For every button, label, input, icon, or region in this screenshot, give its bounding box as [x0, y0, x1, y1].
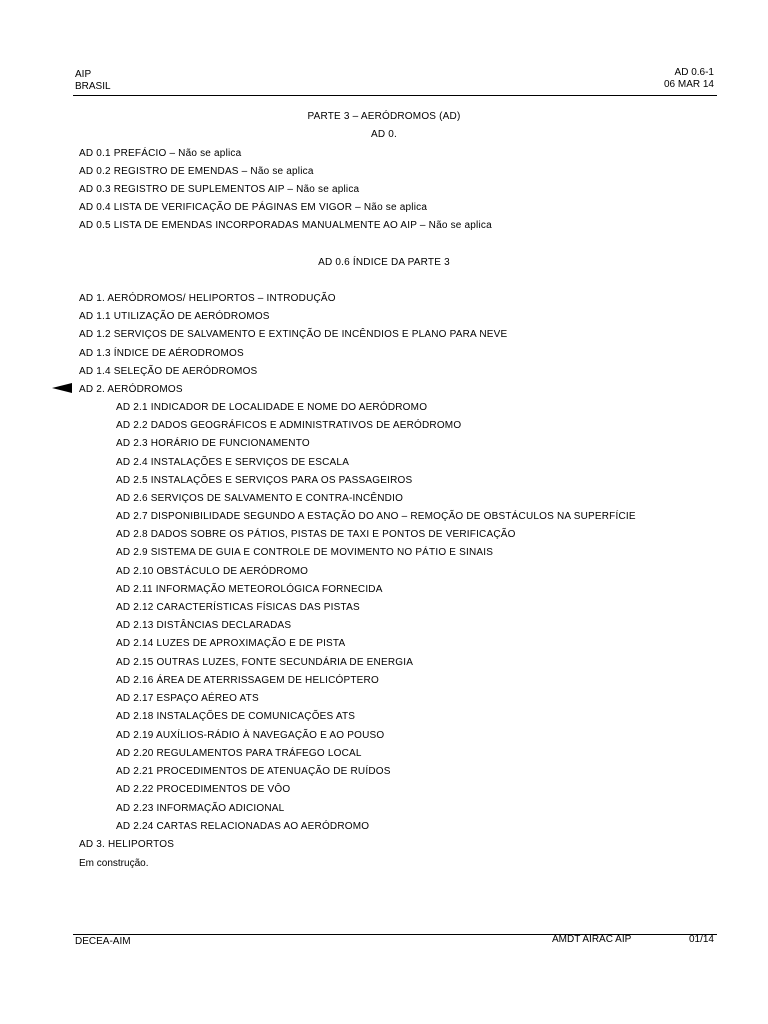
- ad0-item-3: AD 0.3 REGISTRO DE SUPLEMENTOS AIP – Não se aplica: [79, 184, 360, 195]
- ad1-4-item: AD 1.4 SELEÇÃO DE AERÓDROMOS: [79, 366, 258, 377]
- ad2-sub-item-2: AD 2.2 DADOS GEOGRÁFICOS E ADMINISTRATIVOS DE AERÓDROMO: [116, 420, 462, 431]
- ad2-sub-item-23: AD 2.23 INFORMAÇÃO ADICIONAL: [116, 803, 285, 814]
- ad2-sub-item-13: AD 2.13 DISTÂNCIAS DECLARADAS: [116, 620, 292, 631]
- ad2-sub-item-24: AD 2.24 CARTAS RELACIONADAS AO AERÓDROMO: [116, 821, 370, 832]
- ad1-1-item: AD 1.1 UTILIZAÇÃO DE AERÓDROMOS: [79, 311, 270, 322]
- ad2-sub-item-8: AD 2.8 DADOS SOBRE OS PÁTIOS, PISTAS DE TAXI E PONTOS DE VERIFICAÇÃO: [116, 529, 516, 540]
- header-rule: [73, 95, 717, 96]
- ad2-sub-item-7: AD 2.7 DISPONIBILIDADE SEGUNDO A ESTAÇÃO DO ANO – REMOÇÃO DE OBSTÁCULOS NA SUPERFÍCIE: [116, 511, 636, 522]
- ad2-sub-item-3: AD 2.3 HORÁRIO DE FUNCIONAMENTO: [116, 438, 310, 449]
- footer-amendment-number: 01/14: [688, 934, 714, 945]
- ad2-sub-item-18: AD 2.18 INSTALAÇÕES DE COMUNICAÇÕES ATS: [116, 711, 356, 722]
- ad2-sub-item-5: AD 2.5 INSTALAÇÕES E SERVIÇOS PARA OS PASSAGEIROS: [116, 475, 413, 486]
- ad1-item: AD 1. AERÓDROMOS/ HELIPORTOS – INTRODUÇÃO: [79, 293, 336, 304]
- ad2-sub-item-9: AD 2.9 SISTEMA DE GUIA E CONTROLE DE MOVIMENTO NO PÁTIO E SINAIS: [116, 547, 494, 558]
- ad0-item-5: AD 0.5 LISTA DE EMENDAS INCORPORADAS MANUALMENTE AO AIP – Não se aplica: [79, 220, 492, 231]
- ad2-sub-item-14: AD 2.14 LUZES DE APROXIMAÇÃO E DE PISTA: [116, 638, 346, 649]
- change-marker-arrow-icon: [52, 383, 72, 393]
- ad2-sub-item-20: AD 2.20 REGULAMENTOS PARA TRÁFEGO LOCAL: [116, 748, 362, 759]
- ad2-sub-item-10: AD 2.10 OBSTÁCULO DE AERÓDROMO: [116, 566, 309, 577]
- ad0-item-2: AD 0.2 REGISTRO DE EMENDAS – Não se aplica: [79, 166, 314, 177]
- ad2-sub-item-6: AD 2.6 SERVIÇOS DE SALVAMENTO E CONTRA-INCÊNDIO: [116, 493, 404, 504]
- ad2-sub-item-22: AD 2.22 PROCEDIMENTOS DE VÔO: [116, 784, 291, 795]
- footer-amendment: AMDT AIRAC AIP: [552, 934, 632, 945]
- ad1-3-item: AD 1.3 ÍNDICE DE AÉRODROMOS: [79, 348, 244, 359]
- header-left: [75, 69, 111, 93]
- index-title: AD 0.6 ÍNDICE DA PARTE 3: [318, 257, 450, 268]
- section-title: AD 0.: [370, 129, 397, 140]
- header-aip: AIP: [75, 69, 92, 80]
- ad0-item-4: AD 0.4 LISTA DE VERIFICAÇÃO DE PÁGINAS EM VIGOR – Não se aplica: [79, 202, 428, 213]
- header-country: BRASIL: [75, 81, 111, 92]
- page-id: AD 0.6-1: [674, 67, 714, 78]
- header-right: [664, 67, 714, 91]
- part-title: PARTE 3 – AERÓDROMOS (AD): [307, 111, 461, 122]
- ad2-sub-item-17: AD 2.17 ESPAÇO AÉREO ATS: [116, 693, 259, 704]
- ad1-2-item: AD 1.2 SERVIÇOS DE SALVAMENTO E EXTINÇÃO DE INCÊNDIOS E PLANO PARA NEVE: [79, 329, 508, 340]
- ad3-note: Em construção.: [79, 858, 149, 869]
- ad0-item-1: AD 0.1 PREFÁCIO – Não se aplica: [79, 148, 242, 159]
- ad2-sub-item-19: AD 2.19 AUXÍLIOS-RÁDIO À NAVEGAÇÃO E AO POUSO: [116, 730, 385, 741]
- ad2-item: AD 2. AERÓDROMOS: [79, 384, 183, 395]
- ad3-item: AD 3. HELIPORTOS: [79, 839, 175, 850]
- ad2-sub-item-11: AD 2.11 INFORMAÇÃO METEOROLÓGICA FORNECIDA: [116, 584, 383, 595]
- ad2-sub-item-16: AD 2.16 ÁREA DE ATERRISSAGEM DE HELICÓPTERO: [116, 675, 379, 686]
- ad2-sub-item-12: AD 2.12 CARACTERÍSTICAS FÍSICAS DAS PISTAS: [116, 602, 360, 613]
- footer-publisher: DECEA-AIM: [75, 936, 131, 947]
- page-date: 06 MAR 14: [663, 79, 714, 90]
- ad2-sub-item-4: AD 2.4 INSTALAÇÕES E SERVIÇOS DE ESCALA: [116, 457, 350, 468]
- ad2-sub-item-1: AD 2.1 INDICADOR DE LOCALIDADE E NOME DO AERÓDROMO: [116, 402, 428, 413]
- ad2-sub-item-21: AD 2.21 PROCEDIMENTOS DE ATENUAÇÃO DE RUÍDOS: [116, 766, 391, 777]
- ad2-sub-item-15: AD 2.15 OUTRAS LUZES, FONTE SECUNDÁRIA DE ENERGIA: [116, 657, 414, 668]
